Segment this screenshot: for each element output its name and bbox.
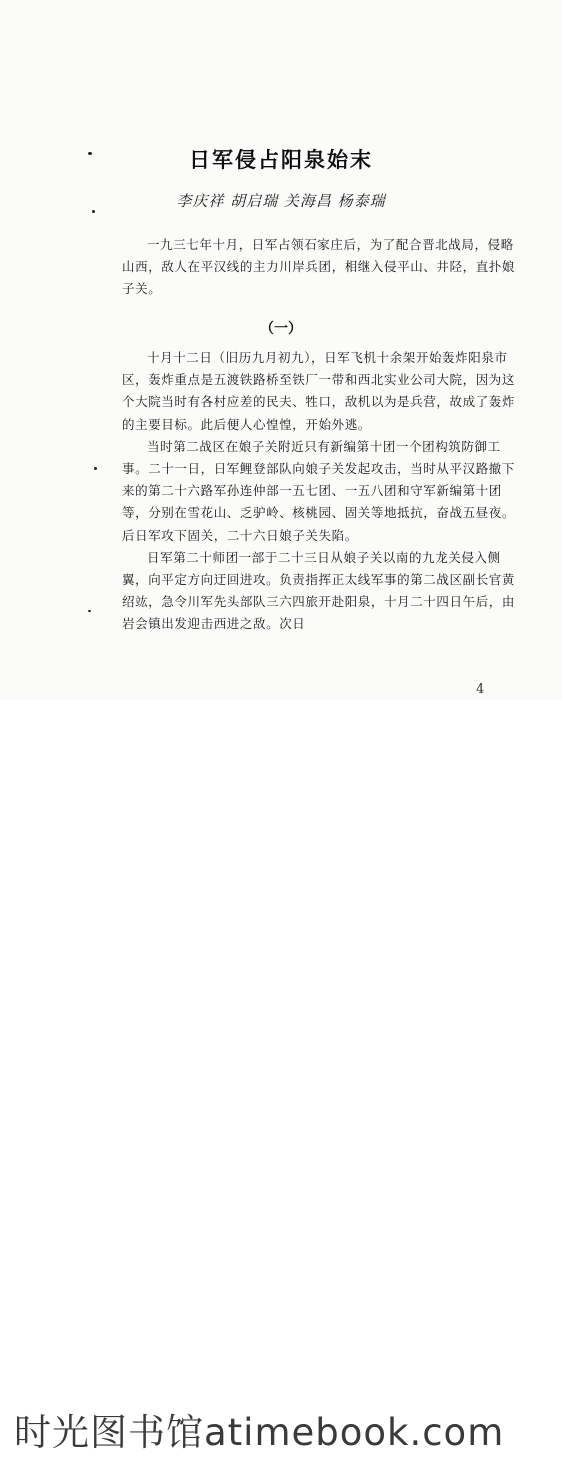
paragraph: 当时第二战区在娘子关附近只有新编第十团一个团构筑防御工事。二十一日，日军鲤登部队向娘子关发起攻击，当时从平汉路撤下来的第二十六路军孙连仲部一五七团、一五八团和守军新编第十团等，分别在雪花山、乏驴岭、核桃园、固关等地抵抗，奋战五昼夜。后日军攻下固关，二十六日娘子关失陷。: [122, 438, 516, 543]
page-number: 4: [476, 682, 485, 697]
paragraph: 十月十二日（旧历九月初九），日军飞机十余架开始轰炸阳泉市区，轰炸重点是五渡铁路桥至铁厂一带和西北实业公司大院，因为这个大院当时有各村应差的民夫、牲口，敌机以为是兵营，故成了轰炸的主要目标。此后便人心惶惶，开始外逃。: [122, 350, 516, 432]
section-heading: （一）: [260, 321, 302, 337]
article-title: 日军侵占阳泉始末: [189, 148, 373, 172]
scan-speck: [88, 610, 91, 612]
paragraph: 日军第二十师团一部于二十三日从娘子关以南的九龙关侵入侧翼，向平定方向迂回进攻。负责指挥正太线军事的第二战区副长官黄绍竑，急令川军先头部队三六四旅开赴阳泉，十月二十四日午后，由岩会镇出发迎击西进之敌。次日: [122, 549, 516, 632]
article-authors: 李庆祥 胡启瑞 关海昌 杨泰瑞: [176, 192, 386, 210]
watermark-footer: [0, 700, 562, 1454]
watermark-text: 时光图书馆atimebook.com: [14, 1411, 505, 1454]
intro-paragraph: [122, 234, 522, 301]
scan-speck: [94, 467, 97, 470]
section-body: [122, 347, 522, 636]
paragraph: 一九三七年十月，日军占领石家庄后，为了配合晋北战局，侵略山西，敌人在平汉线的主力川岸兵团，相继入侵平山、井陉，直扑娘子关。: [122, 237, 516, 297]
scanned-page: [0, 0, 562, 700]
